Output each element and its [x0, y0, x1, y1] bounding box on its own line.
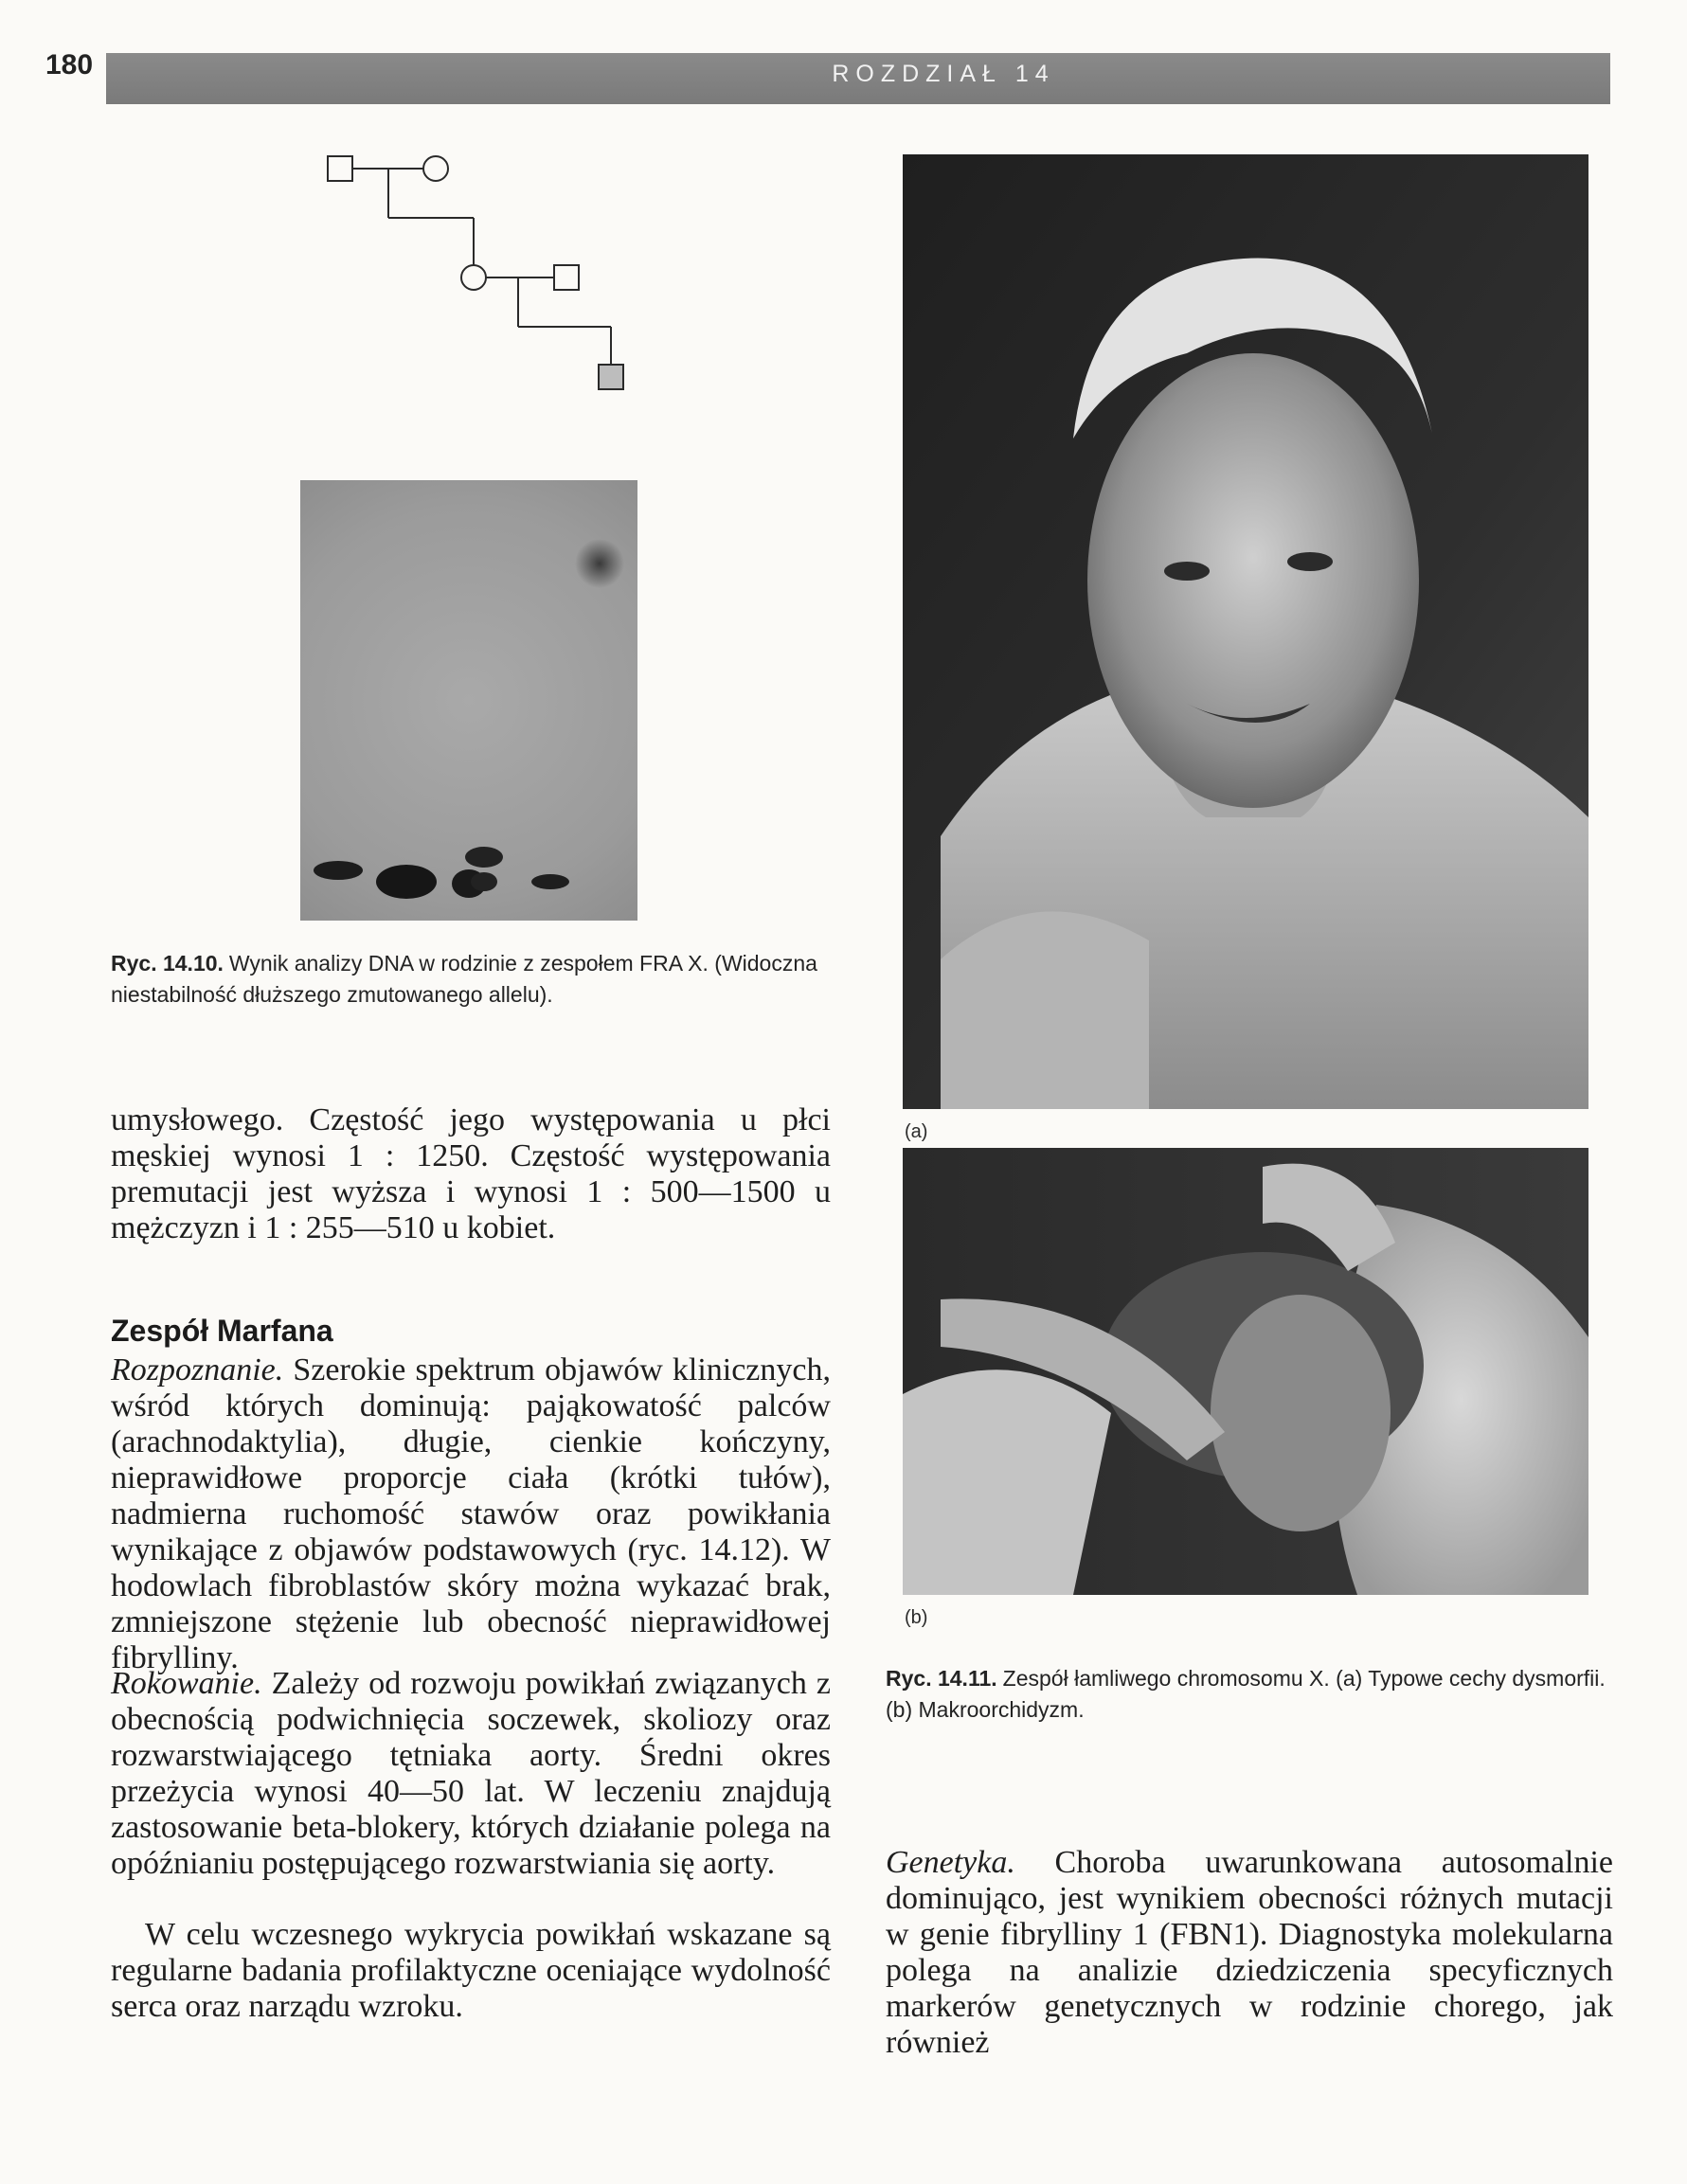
- paragraph-screening: W celu wczesnego wykrycia powikłań wskazane są regularne badania profilaktyczne oceniające wydolność serca oraz narządu wzroku.: [111, 1917, 831, 2024]
- genetics-lead: Genetyka.: [886, 1845, 1015, 1880]
- paragraph-genetics: [886, 1845, 1613, 2061]
- photo-macroorchidism: [903, 1148, 1588, 1595]
- figure-14-11-text: Zespół łamliwego chromosomu X. (a) Typowe cechy dysmorfii. (b) Makroorchidyzm.: [886, 1666, 1606, 1722]
- figure-14-10-text: Wynik analizy DNA w rodzinie z zespołem FRA X. (Widoczna niestabilność dłuższego zmutowanego allelu).: [111, 951, 817, 1007]
- chapter-header-bar: [106, 53, 1610, 104]
- paragraph-prevalence: umysłowego. Częstość jego występowania u płci męskiej wynosi 1 : 1250. Częstość występowania premutacji jest wyższa i wynosi 1 : 500—1500 u mężczyzn i 1 : 255—510 u kobiet.: [111, 1102, 831, 1245]
- gel-band-1: [314, 861, 363, 880]
- gel-band-6: [531, 874, 569, 889]
- prognosis-lead: Rokowanie.: [111, 1666, 262, 1701]
- pedigree-grandmother-female: [423, 156, 448, 181]
- pedigree-affected-son: [599, 365, 623, 389]
- photo-label-b: (b): [905, 1607, 928, 1628]
- page-number: 180: [45, 49, 94, 81]
- gel-band-5: [471, 872, 497, 891]
- diagnosis-lead: Rozpoznanie.: [111, 1352, 284, 1387]
- genetics-text: Choroba uwarunkowana autosomalnie dominująco, jest wynikiem obecności różnych mutacji w genie fibrylliny 1 (FBN1). Diagnostyka molekularna polega na analizie dziedziczenia specyficznych markerów genetycznych w rodzinie chorego, jak również: [886, 1845, 1613, 2060]
- chapter-title: ROZDZIAŁ 14: [832, 61, 1055, 87]
- section-heading-marfan: Zespół Marfana: [111, 1314, 333, 1348]
- pedigree-diagram: [284, 137, 663, 407]
- paragraph-diagnosis: [111, 1352, 831, 1676]
- dna-gel-image: [300, 480, 637, 921]
- diagnosis-text: Szerokie spektrum objawów klinicznych, wśród których dominują: pająkowatość palców (arachnodaktylia), długie, cienkie kończyny, nieprawidłowe proporcje ciała (krótki tułów), nadmierna ruchomość stawów oraz powikłania wynikające z objawów podstawowych (ryc. 14.12). W hodowlach fibroblastów skóry można wykazać brak, zmniejszone stężenie lub obecność nieprawidłowej fibrylliny.: [111, 1352, 831, 1675]
- gel-band-2: [376, 865, 437, 899]
- figure-14-11-caption: [886, 1663, 1615, 1726]
- figure-14-10-number: Ryc. 14.10.: [111, 951, 224, 976]
- figure-14-10-caption: [111, 948, 831, 1011]
- photo-label-a: (a): [905, 1121, 928, 1142]
- prognosis-text: Zależy od rozwoju powikłań związanych z obecnością podwichnięcia soczewek, skoliozy oraz rozwarstwiającego tętniaka aorty. Średni okres przeżycia wynosi 40—50 lat. W leczeniu znajdują zastosowanie beta-blokery, których działanie polega na opóźnianiu postępującego rozwarstwiania się aorty.: [111, 1666, 831, 1881]
- figure-14-11-number: Ryc. 14.11.: [886, 1666, 997, 1691]
- gel-band-4: [465, 847, 503, 868]
- pedigree-grandfather-male: [328, 156, 352, 181]
- gel-band-long-allele: [575, 539, 624, 588]
- pedigree-mother-female: [461, 265, 486, 290]
- paragraph-prognosis: [111, 1666, 831, 1882]
- photo-dysmorphic-features: [903, 154, 1588, 1109]
- pedigree-father-male: [554, 265, 579, 290]
